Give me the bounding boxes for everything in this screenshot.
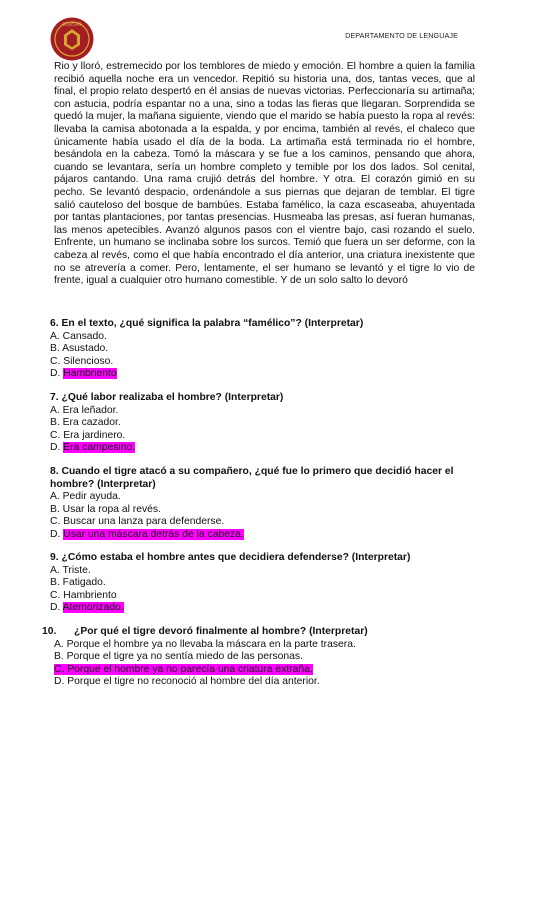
question-7 [50, 392, 283, 455]
question-stem-line1: 8. Cuando el tigre atacó a su compañero, ¿qué fue lo primero que decidió hacer el [50, 466, 454, 477]
department-title: DEPARTAMENTO DE LENGUAJE [345, 31, 458, 40]
option-b: B. Usar la ropa al revés. [50, 503, 161, 515]
option-a: A. Era leñador. [50, 404, 119, 416]
school-logo [50, 17, 94, 61]
question-8 [50, 466, 454, 541]
option-c: C. Hambriento [50, 589, 117, 601]
option-d: D. Era campesino. [50, 442, 136, 453]
highlighted-answer: Atemorizado. [62, 602, 124, 613]
option-d: D. Porque el tigre no reconoció al hombre del día anterior. [54, 676, 320, 687]
question-stem: 6. En el texto, ¿qué significa la palabra “famélico”? (Interpretar) [50, 318, 364, 329]
question-stem: 10. ¿Por qué el tigre devoró finalmente al hombre? (Interpretar) [42, 626, 368, 637]
question-9 [50, 552, 410, 615]
question-number: 10. [42, 626, 57, 637]
option-a: A. Triste. [50, 564, 91, 576]
question-stem: 7. ¿Qué labor realizaba el hombre? (Interpretar) [50, 392, 284, 403]
option-c: C. Era jardinero. [50, 429, 126, 441]
option-a: A. Porque el hombre ya no llevaba la máscara en la parte trasera. [54, 638, 356, 650]
question-6 [50, 318, 363, 381]
option-b: B. Fatigado. [50, 577, 106, 588]
option-c [54, 664, 368, 677]
option-d: D. Usar una máscara detrás de la cabeza. [50, 528, 244, 540]
option-a: A. Cansado. [50, 330, 107, 342]
option-b: B. Asustado. [50, 343, 109, 354]
question-stem-line2: hombre? (Interpretar) [50, 478, 156, 490]
highlighted-answer: Hambriento [63, 368, 117, 379]
story-text: Rio y lloró, estremecido por los temblores de miedo y emoción. El hombre a quien la familia recibió aquella noche era un vencedor. Repitió su historia una, dos, tantas veces, que al final, el propio relato despertó en él ansias de nuevas victorias. Perfeccionaría su artimaña; con astucia, podría espantar no a una, sino a todas las fieras que llegaran. Sorprendida se quedó la mujer, la mañana siguiente, viendo que el marido se había puesto la ropa al revés: llevaba la camisa abotonada a la espalda, y por encima, también al revés, el chaleco que únicamente había usado el día de la boda. La artimaña está terminada rio el hombre, besándola en la cabeza. Tomó la máscara y se fue a los caminos, pensando que ahora, cuando se levantara, sería un hombre completo y temible por los dos lados. Sol cenital, pájaros cantando. Una rama crujió detrás del hombre. Y otra. El corazón gimió en su pecho. Se levantó despacio, ordenándole a sus piernas que dejaran de temblar. El tigre salió cauteloso del bosque de bambúes. Estaba famélico, la caza escaseaba, ahuyentada por tantas plantaciones, por tantas presencias. Husmeaba las presas, así fueran humanas, las menos apetecibles. Avanzó algunos pasos con el vientre bajo, casi rozando el suelo. Enfrente, un humano se inclinaba sobre los surcos. Temió que fuera un ser deforme, con la cabeza al revés, como el que había encontrado el día anterior, una criatura inexistente que no se atrevería a comer. Pero, lentamente, el ser humano se levantó y el tigre lo vio de frente, igual a cualquier otro humano comestible. Y de un solo salto lo devoró [54, 61, 475, 287]
question-stem: 9. ¿Cómo estaba el hombre antes que decidiera defenderse? (Interpretar) [50, 552, 411, 563]
highlighted-answer: Era campesino. [63, 442, 136, 453]
option-c: C. Buscar una lanza para defenderse. [50, 516, 225, 527]
option-a: A. Pedir ayuda. [50, 491, 121, 502]
option-d: D. Atemorizado. [50, 602, 124, 613]
option-c: C. Silencioso. [50, 355, 114, 367]
option-d: D. Hambriento [50, 368, 117, 379]
option-b: B. Porque el tigre ya no sentía miedo de las personas. [54, 651, 303, 662]
option-b: B. Era cazador. [50, 417, 121, 428]
highlighted-answer: Usar una máscara detrás de la cabeza. [63, 528, 244, 540]
logo-text: COLEGIO [62, 21, 82, 27]
question-10 [42, 626, 368, 689]
highlighted-answer: C. Porque el hombre ya no parecía una criatura extraña. [54, 663, 313, 675]
